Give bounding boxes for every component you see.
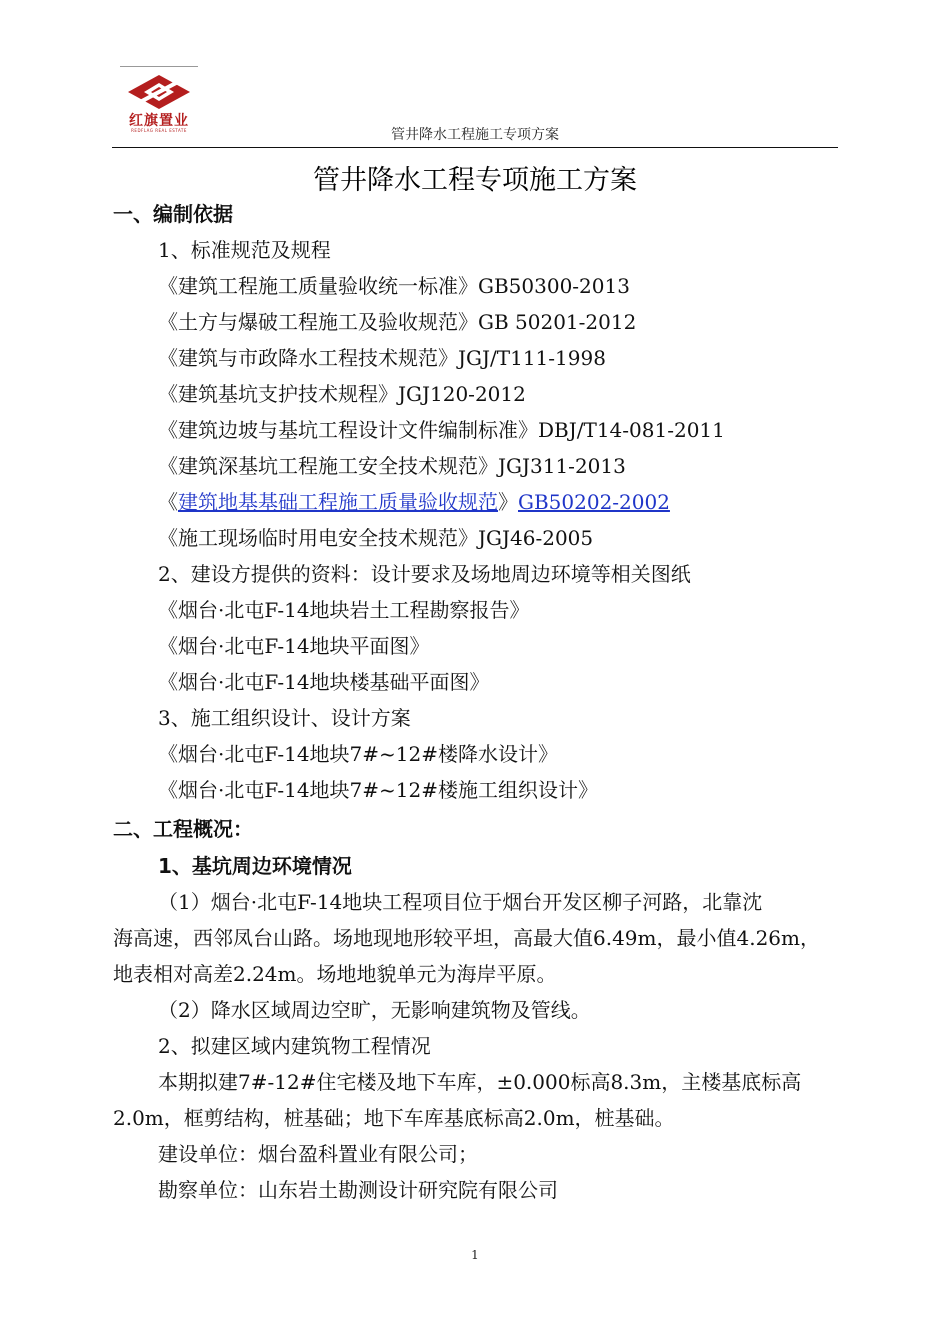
reference-item: 《建筑深基坑工程施工安全技术规范》JGJ311-2013 [158,454,626,478]
page-number: 1 [471,1248,479,1262]
paragraph-line: 2.0m，框剪结构，桩基础；地下车库基底标高2.0m，桩基础。 [113,1106,675,1130]
builder-line: 建设单位：烟台盈科置业有限公司； [158,1142,478,1166]
section1-heading: 一、编制依据 [113,202,233,226]
header-rule [112,147,838,148]
surveyor-line: 勘察单位：山东岩土勘测设计研究院有限公司 [158,1178,558,1202]
reference-item: 《建筑与市政降水工程技术规范》JGJ/T111-1998 [158,346,606,370]
reference-item-linked [158,488,670,516]
logo-text: 红旗置业 [129,113,189,129]
reference-item: 《施工现场临时用电安全技术规范》JGJ46-2005 [158,526,594,550]
reference-item: 《烟台·北屯F-14地块平面图》 [158,634,430,658]
reference-item: 《土方与爆破工程施工及验收规范》GB 50201-2012 [158,310,637,334]
section1-sub1: 1、标准规范及规程 [158,238,331,262]
paragraph-line: 本期拟建7#-12#住宅楼及地下车库，±0.000标高8.3m，主楼基底标高 [158,1070,802,1094]
document-title: 管井降水工程专项施工方案 [313,165,637,196]
reference-title-link[interactable]: 建筑地基基础工程施工质量验收规范 [178,490,498,514]
running-header-title: 管井降水工程施工专项方案 [391,127,559,143]
paragraph-line: 地表相对高差2.24m。场地地貌单元为海岸平原。 [113,962,557,986]
reference-item: 《建筑边坡与基坑工程设计文件编制标准》DBJ/T14-081-2011 [158,418,725,442]
logo-diamond-icon [126,74,192,110]
section2-sub2: 2、拟建区域内建筑物工程情况 [158,1034,431,1058]
reference-item: 《烟台·北屯F-14地块7#~12#楼施工组织设计》 [158,778,598,802]
section1-sub2: 2、建设方提供的资料：设计要求及场地周边环境等相关图纸 [158,562,691,586]
section1-sub3: 3、施工组织设计、设计方案 [158,706,411,730]
reference-item: 《建筑工程施工质量验收统一标准》GB50300-2013 [158,274,630,298]
paragraph-line: （1）烟台·北屯F-14地块工程项目位于烟台开发区柳子河路，北靠沈 [158,890,763,914]
logo-top-rule [120,66,198,67]
paragraph-line: 海高速，西邻凤台山路。场地现地形较平坦，高最大值6.49m，最小值4.26m， [113,926,820,950]
logo-subtext: REDFLAG REAL ESTATE [131,128,187,133]
section2-heading: 二、工程概况： [113,817,253,841]
reference-code-link[interactable]: GB50202-2002 [518,490,670,514]
reference-item: 《烟台·北屯F-14地块楼基础平面图》 [158,670,490,694]
bracket-close: 》 [498,490,518,514]
bracket-open: 《 [158,490,178,514]
reference-item: 《烟台·北屯F-14地块7#~12#楼降水设计》 [158,742,558,766]
reference-item: 《建筑基坑支护技术规程》JGJ120-2012 [158,382,526,406]
section2-sub1: 1、基坑周边环境情况 [158,854,352,878]
paragraph-line: （2）降水区域周边空旷，无影响建筑物及管线。 [158,998,591,1022]
company-logo [120,66,198,132]
reference-item: 《烟台·北屯F-14地块岩土工程勘察报告》 [158,598,530,622]
